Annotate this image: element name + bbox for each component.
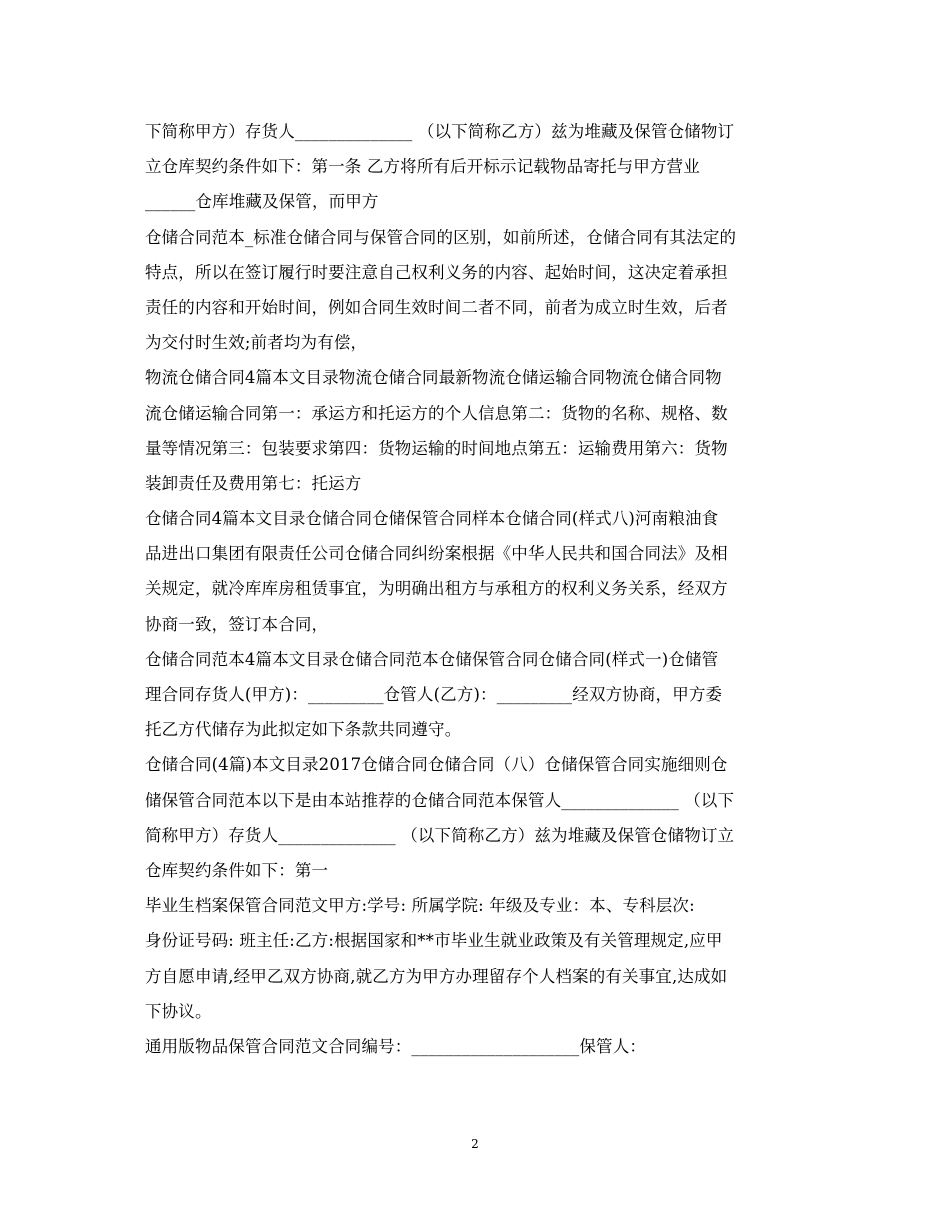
text-line: 简称甲方）存货人______________ （以下简称乙方）兹为堆藏及保管仓储物订立 (145, 825, 735, 845)
paragraph (145, 114, 810, 220)
text-line: 立仓库契约条件如下：第一条 乙方将所有后开标示记载物品寄托与甲方营业 (145, 157, 700, 177)
paragraph (145, 888, 810, 1029)
text-line: 通用版物品保管合同范文合同编号：____________________保管人： (145, 1036, 646, 1056)
text-line: 仓储合同(4篇)本文目录2017仓储合同仓储合同（八）仓储保管合同实施细则仓 (145, 755, 728, 775)
text-line: 物流仓储合同4篇本文目录物流仓储合同最新物流仓储运输合同物流仓储合同物 (145, 368, 722, 388)
text-line: 协商一致，签订本合同， (145, 614, 329, 634)
text-line: ______仓库堆藏及保管，而甲方 (145, 192, 379, 212)
text-line: 毕业生档案保管合同范文甲方:学号: 所属学院: 年级及专业：本、专科层次: (145, 896, 695, 916)
text-line: 流仓储运输合同第一：承运方和托运方的个人信息第二：货物的名称、规格、数 (145, 403, 728, 423)
text-line: 为交付时生效;前者均为有偿， (145, 333, 368, 353)
text-line: 身份证号码: 班主任:乙方:根据国家和**市毕业生就业政策及有关管理规定,应甲 (145, 931, 723, 951)
text-line: 仓储合同范本_标准仓储合同与保管合同的区别，如前所述，仓储合同有其法定的 (145, 227, 737, 247)
text-line: 品进出口集团有限责任公司仓储合同纠纷案根据《中华人民共和国合同法》及相 (145, 544, 728, 564)
text-line: 量等情况第三：包装要求第四：货物运输的时间地点第五：运输费用第六：货物 (145, 438, 728, 458)
text-line: 托乙方代储存为此拟定如下条款共同遵守。 (145, 720, 462, 740)
page-number: 2 (471, 1137, 479, 1151)
text-line: 特点，所以在签订履行时要注意自己权利义务的内容、起始时间，这决定着承担 (145, 262, 728, 282)
document-body (145, 114, 810, 1064)
text-line: 储保管合同范本以下是由本站推荐的仓储合同范本保管人______________ （以下 (145, 790, 735, 810)
text-line: 责任的内容和开始时间，例如合同生效时间二者不同，前者为成立时生效，后者 (145, 297, 728, 317)
paragraph (145, 747, 810, 888)
text-line: 仓库契约条件如下：第一 (145, 860, 329, 880)
paragraph (145, 642, 810, 748)
text-line: 关规定，就冷库库房租赁事宜，为明确出租方与承租方的权利义务关系，经双方 (145, 579, 728, 599)
text-line: 下简称甲方）存货人______________ （以下简称乙方）兹为堆藏及保管仓储物订 (145, 122, 735, 141)
paragraph (145, 501, 810, 642)
text-line: 装卸责任及费用第七：托运方 (145, 473, 362, 493)
text-line: 下协议。 (145, 1001, 212, 1021)
paragraph (145, 1029, 810, 1064)
paragraph (145, 360, 810, 501)
text-line: 方自愿申请,经甲乙双方协商,就乙方为甲方办理留存个人档案的有关事宜,达成如 (145, 966, 728, 986)
text-line: 仓储合同4篇本文目录仓储合同仓储保管合同样本仓储合同(样式八)河南粮油食 (145, 509, 719, 529)
text-line: 仓储合同范本4篇本文目录仓储合同范本仓储保管合同仓储合同(样式一)仓储管 (145, 649, 719, 669)
paragraph (145, 220, 810, 361)
text-line: 理合同存货人(甲方)：_________仓管人(乙方)：_________经双方协商，甲方委 (145, 685, 723, 704)
